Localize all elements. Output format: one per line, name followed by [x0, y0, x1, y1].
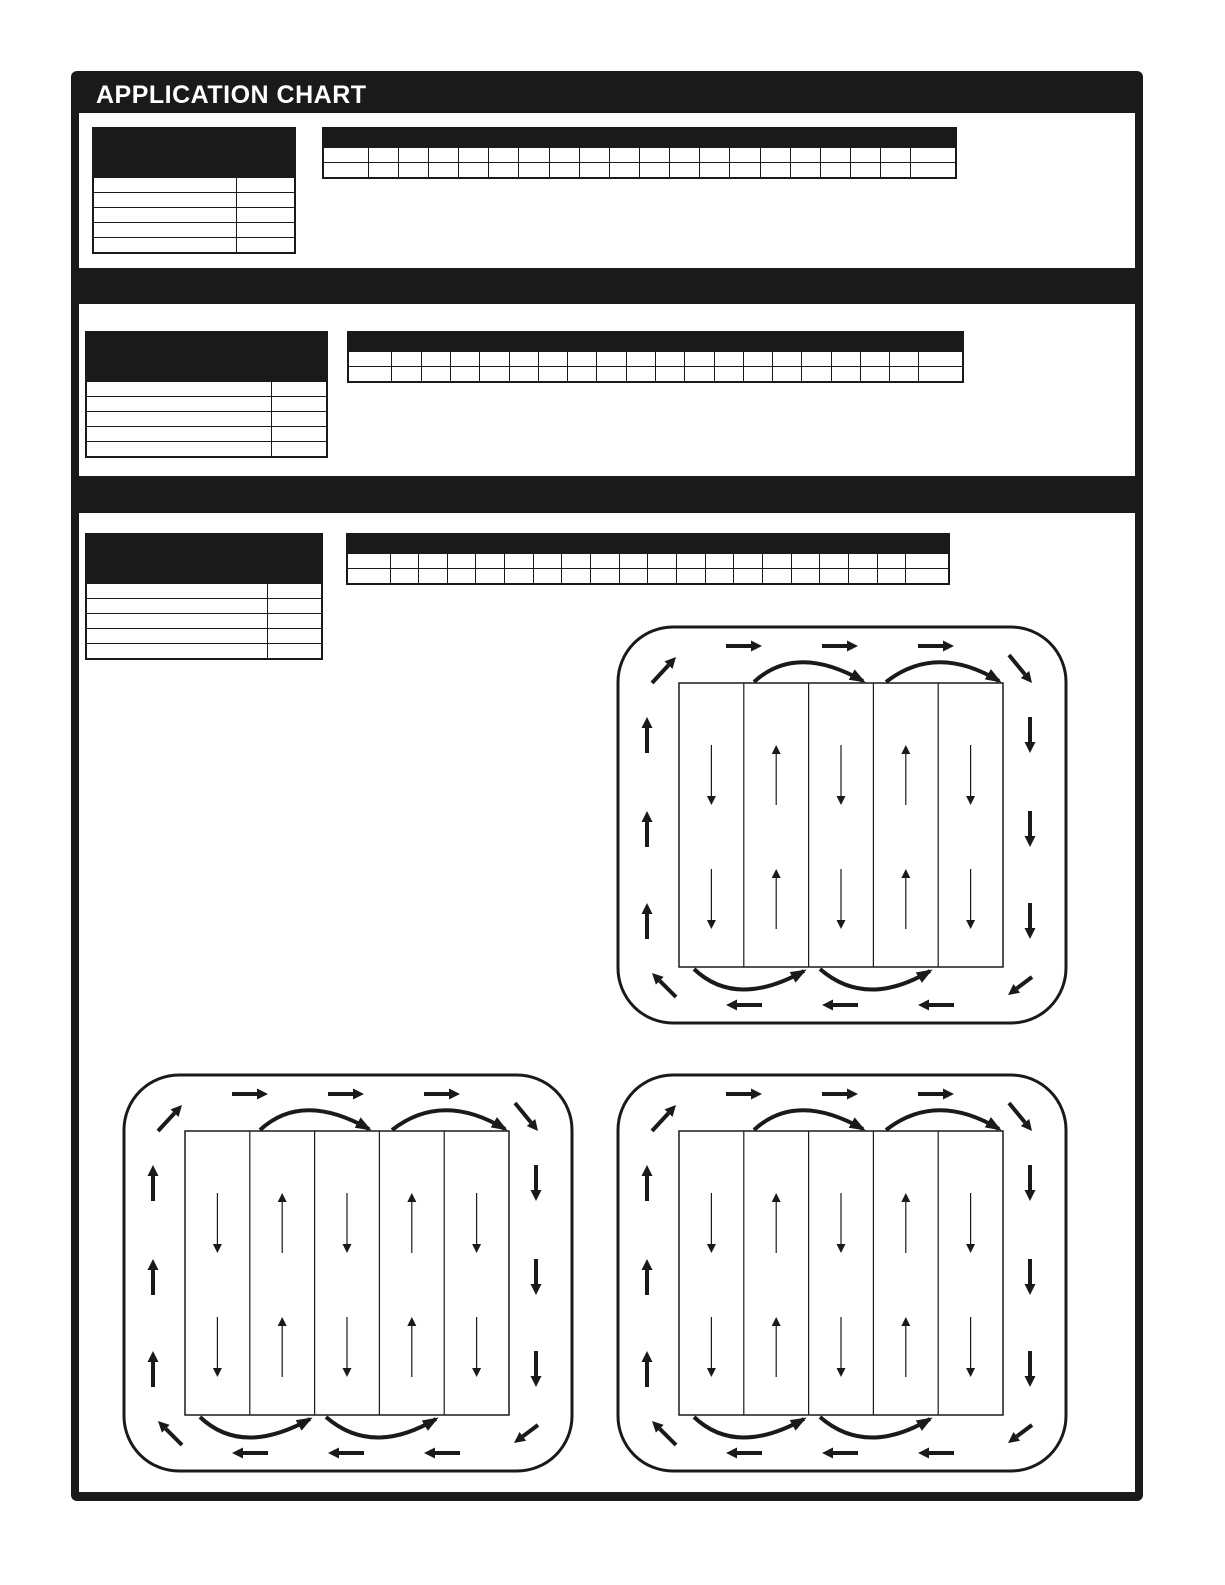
panel-arrow-down-icon [343, 1317, 352, 1377]
grid-cell [714, 367, 743, 383]
grid-cell [791, 554, 820, 569]
grid-cell [790, 163, 820, 179]
arrow-diagonal-down-right-icon [1009, 1103, 1032, 1131]
panel-arrow-up-icon [901, 1317, 910, 1377]
grid-cell [648, 554, 677, 569]
grid-cell [730, 163, 760, 179]
curved-arrow-right-icon [754, 1110, 866, 1130]
curved-arrow-right-icon [820, 1417, 933, 1438]
arrow-down-icon [1025, 1259, 1036, 1295]
grid-cell [820, 569, 849, 585]
arrow-diagonal-up-left-icon [652, 1421, 676, 1445]
grid-cell [368, 163, 398, 179]
diagram-border [618, 627, 1066, 1023]
panel-arrow-up-icon [278, 1193, 287, 1253]
section-1-panel [79, 113, 1135, 268]
arrow-down-icon [531, 1259, 542, 1295]
grid-cell [323, 148, 368, 163]
chart-header [71, 71, 1143, 113]
grid-cell [734, 554, 763, 569]
grid-cell [743, 352, 772, 367]
grid-cell [509, 352, 538, 367]
grid-cell [670, 148, 700, 163]
grid-cell [705, 554, 734, 569]
arrow-diagonal-up-left-icon [158, 1421, 182, 1445]
arrow-diagonal-up-left-icon [652, 973, 676, 997]
panel-arrow-up-icon [772, 869, 781, 929]
panel-arrow-down-icon [213, 1317, 222, 1377]
grid-cell [348, 352, 392, 367]
grid-cell [450, 352, 479, 367]
grid-cell [919, 367, 963, 383]
arrow-right-icon [232, 1089, 268, 1100]
grid-cell [705, 569, 734, 585]
grid-cell [860, 352, 889, 367]
panel-arrow-down-icon [213, 1193, 222, 1253]
grid-cell [392, 367, 421, 383]
section-2-grid-table [347, 331, 964, 383]
arrow-diagonal-up-right-icon [158, 1105, 182, 1131]
grid-cell [609, 163, 639, 179]
section-3-side-table [85, 533, 323, 660]
arrow-left-icon [822, 1000, 858, 1011]
curved-arrow-right-icon [326, 1417, 439, 1438]
arrow-diagonal-up-right-icon [652, 657, 676, 683]
arrow-left-icon [822, 1448, 858, 1459]
grid-cell [390, 554, 419, 569]
panel-arrow-down-icon [343, 1193, 352, 1253]
grid-cell [568, 352, 597, 367]
arrow-up-icon [148, 1351, 159, 1387]
grid-cell [597, 352, 626, 367]
arrow-right-icon [918, 1089, 954, 1100]
arrow-down-icon [1025, 811, 1036, 847]
arrow-up-icon [642, 1259, 653, 1295]
grid-cell [568, 367, 597, 383]
arrow-diagonal-down-left-icon [1008, 977, 1032, 995]
arrow-up-icon [148, 1259, 159, 1295]
grid-cell [533, 554, 562, 569]
diagram-border [124, 1075, 572, 1471]
grid-cell [773, 352, 802, 367]
grid-cell [505, 569, 534, 585]
grid-cell [323, 163, 368, 179]
curved-arrow-right-icon [754, 662, 866, 682]
arrow-up-icon [642, 1165, 653, 1201]
arrow-down-icon [1025, 1351, 1036, 1387]
arrow-down-icon [1025, 903, 1036, 939]
panel-arrow-up-icon [901, 745, 910, 805]
grid-cell [398, 148, 428, 163]
grid-cell [597, 367, 626, 383]
grid-cell [881, 148, 911, 163]
panel-arrow-down-icon [707, 1317, 716, 1377]
grid-cell [773, 367, 802, 383]
arrow-down-icon [1025, 1165, 1036, 1201]
panel-arrow-up-icon [407, 1317, 416, 1377]
grid-cell [421, 352, 450, 367]
grid-cell [480, 352, 509, 367]
grid-cell [347, 569, 390, 585]
panel-arrow-up-icon [901, 1193, 910, 1253]
grid-cell [763, 554, 792, 569]
grid-cell [743, 367, 772, 383]
arrow-down-icon [1025, 717, 1036, 753]
panel-arrow-down-icon [707, 745, 716, 805]
grid-cell [579, 148, 609, 163]
grid-cell [476, 554, 505, 569]
curved-arrow-right-icon [886, 1110, 1002, 1130]
arrow-up-icon [642, 1351, 653, 1387]
grid-cell [390, 569, 419, 585]
arrow-right-icon [726, 641, 762, 652]
section-1-side-table [92, 127, 296, 254]
grid-cell [505, 554, 534, 569]
grid-cell [906, 554, 949, 569]
grid-cell [639, 163, 669, 179]
grid-cell [549, 148, 579, 163]
panel-arrow-down-icon [707, 869, 716, 929]
curved-arrow-right-icon [820, 969, 933, 990]
arrow-right-icon [822, 1089, 858, 1100]
grid-cell [763, 569, 792, 585]
arrow-right-icon [328, 1089, 364, 1100]
panel-arrow-down-icon [966, 1317, 975, 1377]
section-1-grid-table [322, 127, 957, 179]
panel-arrow-down-icon [966, 1193, 975, 1253]
grid-cell [677, 554, 706, 569]
application-pattern-bottom-right [616, 1073, 1068, 1473]
arrow-diagonal-down-right-icon [1009, 655, 1032, 683]
grid-cell [730, 148, 760, 163]
panel-arrow-up-icon [772, 745, 781, 805]
curved-arrow-right-icon [200, 1417, 313, 1438]
grid-cell [591, 554, 620, 569]
panel-arrow-up-icon [772, 1317, 781, 1377]
grid-cell [419, 569, 448, 585]
grid-cell [459, 148, 489, 163]
arrow-left-icon [918, 1448, 954, 1459]
grid-cell [714, 352, 743, 367]
grid-cell [533, 569, 562, 585]
grid-cell [421, 367, 450, 383]
arrow-left-icon [726, 1448, 762, 1459]
grid-cell [906, 569, 949, 585]
grid-cell [549, 163, 579, 179]
panel-arrow-down-icon [707, 1193, 716, 1253]
grid-cell [619, 554, 648, 569]
grid-cell [670, 163, 700, 179]
grid-cell [877, 554, 906, 569]
panel-arrow-up-icon [278, 1317, 287, 1377]
grid-cell [591, 569, 620, 585]
grid-cell [648, 569, 677, 585]
grid-cell [820, 554, 849, 569]
grid-cell [677, 569, 706, 585]
grid-cell [428, 148, 458, 163]
application-chart-frame [71, 71, 1143, 1501]
grid-cell [489, 163, 519, 179]
arrow-left-icon [424, 1448, 460, 1459]
arrow-diagonal-down-left-icon [514, 1425, 538, 1443]
arrow-down-icon [531, 1351, 542, 1387]
arrow-right-icon [726, 1089, 762, 1100]
arrow-left-icon [918, 1000, 954, 1011]
curved-arrow-right-icon [694, 1417, 807, 1438]
grid-cell [685, 367, 714, 383]
grid-cell [579, 163, 609, 179]
application-pattern-bottom-left [122, 1073, 574, 1473]
grid-cell [509, 367, 538, 383]
section-3-grid-table [346, 533, 950, 585]
grid-cell [626, 367, 655, 383]
arrow-up-icon [148, 1165, 159, 1201]
panel-arrow-up-icon [901, 869, 910, 929]
panel-arrow-down-icon [837, 1193, 846, 1253]
arrow-left-icon [232, 1448, 268, 1459]
grid-cell [850, 148, 880, 163]
grid-cell [877, 569, 906, 585]
grid-cell [760, 148, 790, 163]
arrow-right-icon [918, 641, 954, 652]
grid-cell [476, 569, 505, 585]
curved-arrow-right-icon [886, 662, 1002, 682]
arrow-up-icon [642, 717, 653, 753]
panel-arrow-down-icon [966, 745, 975, 805]
panel-arrow-down-icon [472, 1317, 481, 1377]
grid-cell [392, 352, 421, 367]
grid-cell [368, 148, 398, 163]
arrow-up-icon [642, 811, 653, 847]
grid-cell [849, 554, 878, 569]
grid-cell [802, 367, 831, 383]
grid-cell [489, 148, 519, 163]
grid-cell [911, 148, 956, 163]
grid-cell [881, 163, 911, 179]
grid-cell [734, 569, 763, 585]
grid-cell [890, 367, 919, 383]
application-pattern-top-right [616, 625, 1068, 1025]
grid-cell [820, 148, 850, 163]
panel-arrow-down-icon [472, 1193, 481, 1253]
arrow-down-icon [531, 1165, 542, 1201]
arrow-left-icon [328, 1448, 364, 1459]
arrow-diagonal-down-left-icon [1008, 1425, 1032, 1443]
curved-arrow-right-icon [392, 1110, 508, 1130]
grid-cell [860, 367, 889, 383]
grid-cell [820, 163, 850, 179]
grid-cell [519, 163, 549, 179]
grid-cell [700, 163, 730, 179]
curved-arrow-right-icon [260, 1110, 372, 1130]
section-3-panel [79, 513, 1135, 1492]
grid-cell [802, 352, 831, 367]
grid-cell [447, 569, 476, 585]
grid-cell [760, 163, 790, 179]
grid-cell [626, 352, 655, 367]
arrow-diagonal-up-right-icon [652, 1105, 676, 1131]
grid-cell [538, 352, 567, 367]
panel-arrow-up-icon [407, 1193, 416, 1253]
grid-cell [890, 352, 919, 367]
panel-arrow-up-icon [772, 1193, 781, 1253]
grid-cell [347, 554, 390, 569]
grid-cell [519, 148, 549, 163]
arrow-right-icon [822, 641, 858, 652]
grid-cell [609, 148, 639, 163]
grid-cell [428, 163, 458, 179]
diagram-border [618, 1075, 1066, 1471]
grid-cell [655, 367, 684, 383]
section-2-side-table [85, 331, 328, 458]
grid-cell [639, 148, 669, 163]
grid-cell [791, 569, 820, 585]
grid-cell [700, 148, 730, 163]
grid-cell [459, 163, 489, 179]
section-2-panel [79, 304, 1135, 476]
grid-cell [398, 163, 428, 179]
grid-cell [447, 554, 476, 569]
arrow-up-icon [642, 903, 653, 939]
curved-arrow-right-icon [694, 969, 807, 990]
grid-cell [850, 163, 880, 179]
grid-cell [450, 367, 479, 383]
panel-arrow-down-icon [837, 869, 846, 929]
grid-cell [911, 163, 956, 179]
grid-cell [790, 148, 820, 163]
grid-cell [538, 367, 567, 383]
grid-cell [562, 569, 591, 585]
grid-cell [685, 352, 714, 367]
arrow-left-icon [726, 1000, 762, 1011]
grid-cell [348, 367, 392, 383]
arrow-right-icon [424, 1089, 460, 1100]
page-title: APPLICATION CHART [96, 81, 367, 109]
grid-cell [655, 352, 684, 367]
grid-cell [849, 569, 878, 585]
grid-cell [831, 367, 860, 383]
panel-arrow-down-icon [966, 869, 975, 929]
grid-cell [831, 352, 860, 367]
grid-cell [480, 367, 509, 383]
grid-cell [562, 554, 591, 569]
panel-arrow-down-icon [837, 1317, 846, 1377]
arrow-diagonal-down-right-icon [515, 1103, 538, 1131]
panel-arrow-down-icon [837, 745, 846, 805]
grid-cell [419, 554, 448, 569]
grid-cell [919, 352, 963, 367]
grid-cell [619, 569, 648, 585]
